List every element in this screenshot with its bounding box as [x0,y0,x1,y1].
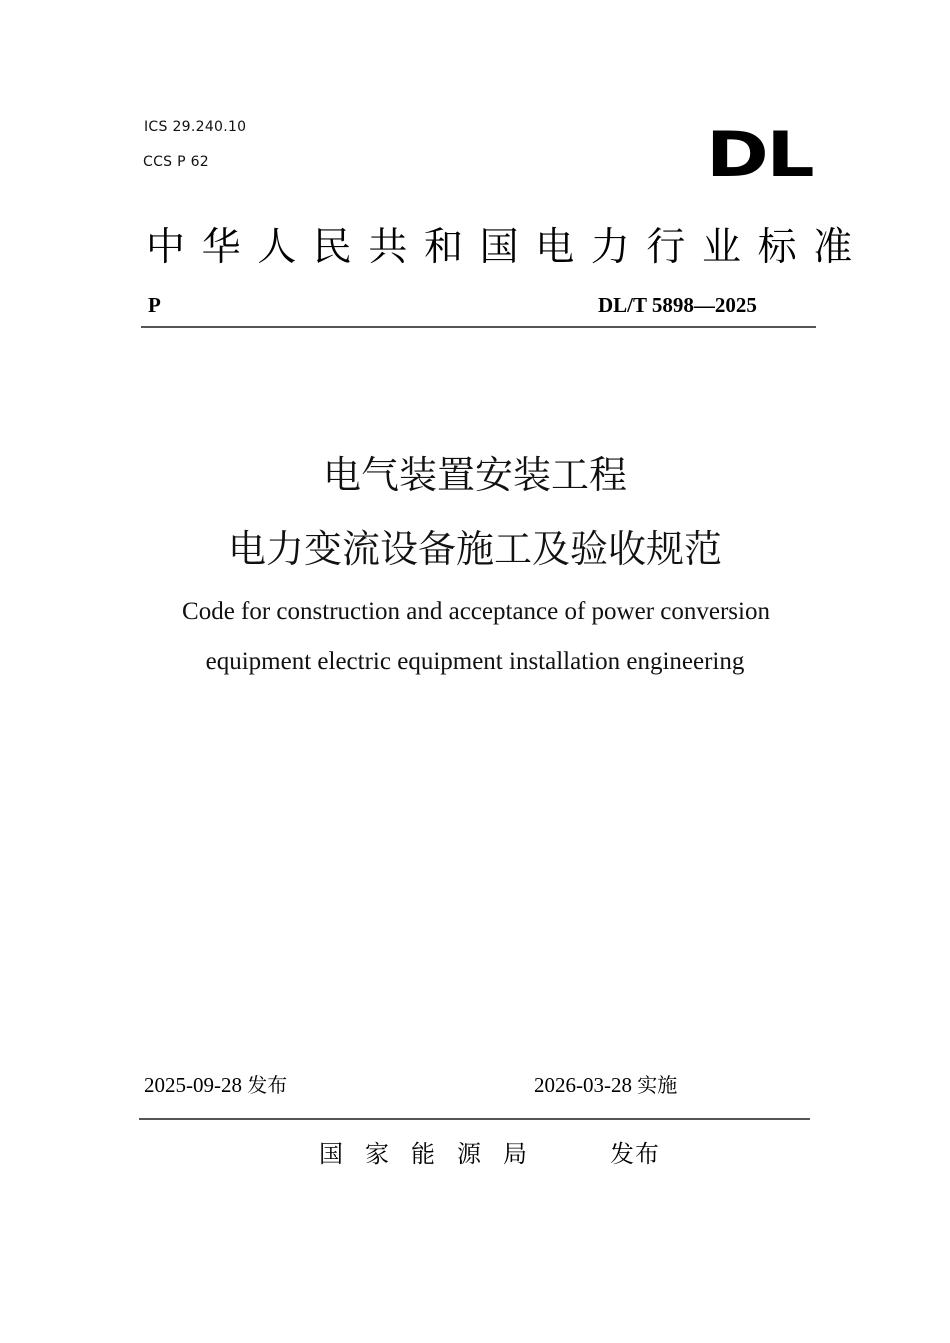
title-en-line1: Code for construction and acceptance of power conversion [182,598,770,625]
title-cn-line2: 电力变流设备施工及验收规范 [227,527,722,571]
publisher-name: 国家能源局 [319,1140,549,1168]
dl-logo: DL [706,118,813,191]
ics-code: ICS 29.240.10 [144,119,247,135]
header-divider [141,326,816,328]
footer-divider [139,1118,810,1120]
implementation-date: 2026-03-28 [534,1073,632,1097]
industry-standard-heading: 中华人民共和国电力行业标准 [146,225,869,270]
issue-date-block [144,1071,287,1099]
category-code: P [148,293,161,317]
title-cn-line1: 电气装置安装工程 [322,453,627,497]
title-en-line2: equipment electric equipment installation engineering [205,648,745,675]
issue-label: 发布 [247,1073,288,1097]
publish-label: 发布 [610,1140,660,1168]
implementation-label: 实施 [637,1073,678,1097]
implementation-date-block [534,1071,677,1099]
standard-number: DL/T 5898—2025 [598,293,757,317]
ccs-code: CCS P 62 [143,154,209,170]
issue-date: 2025-09-28 [144,1073,242,1097]
